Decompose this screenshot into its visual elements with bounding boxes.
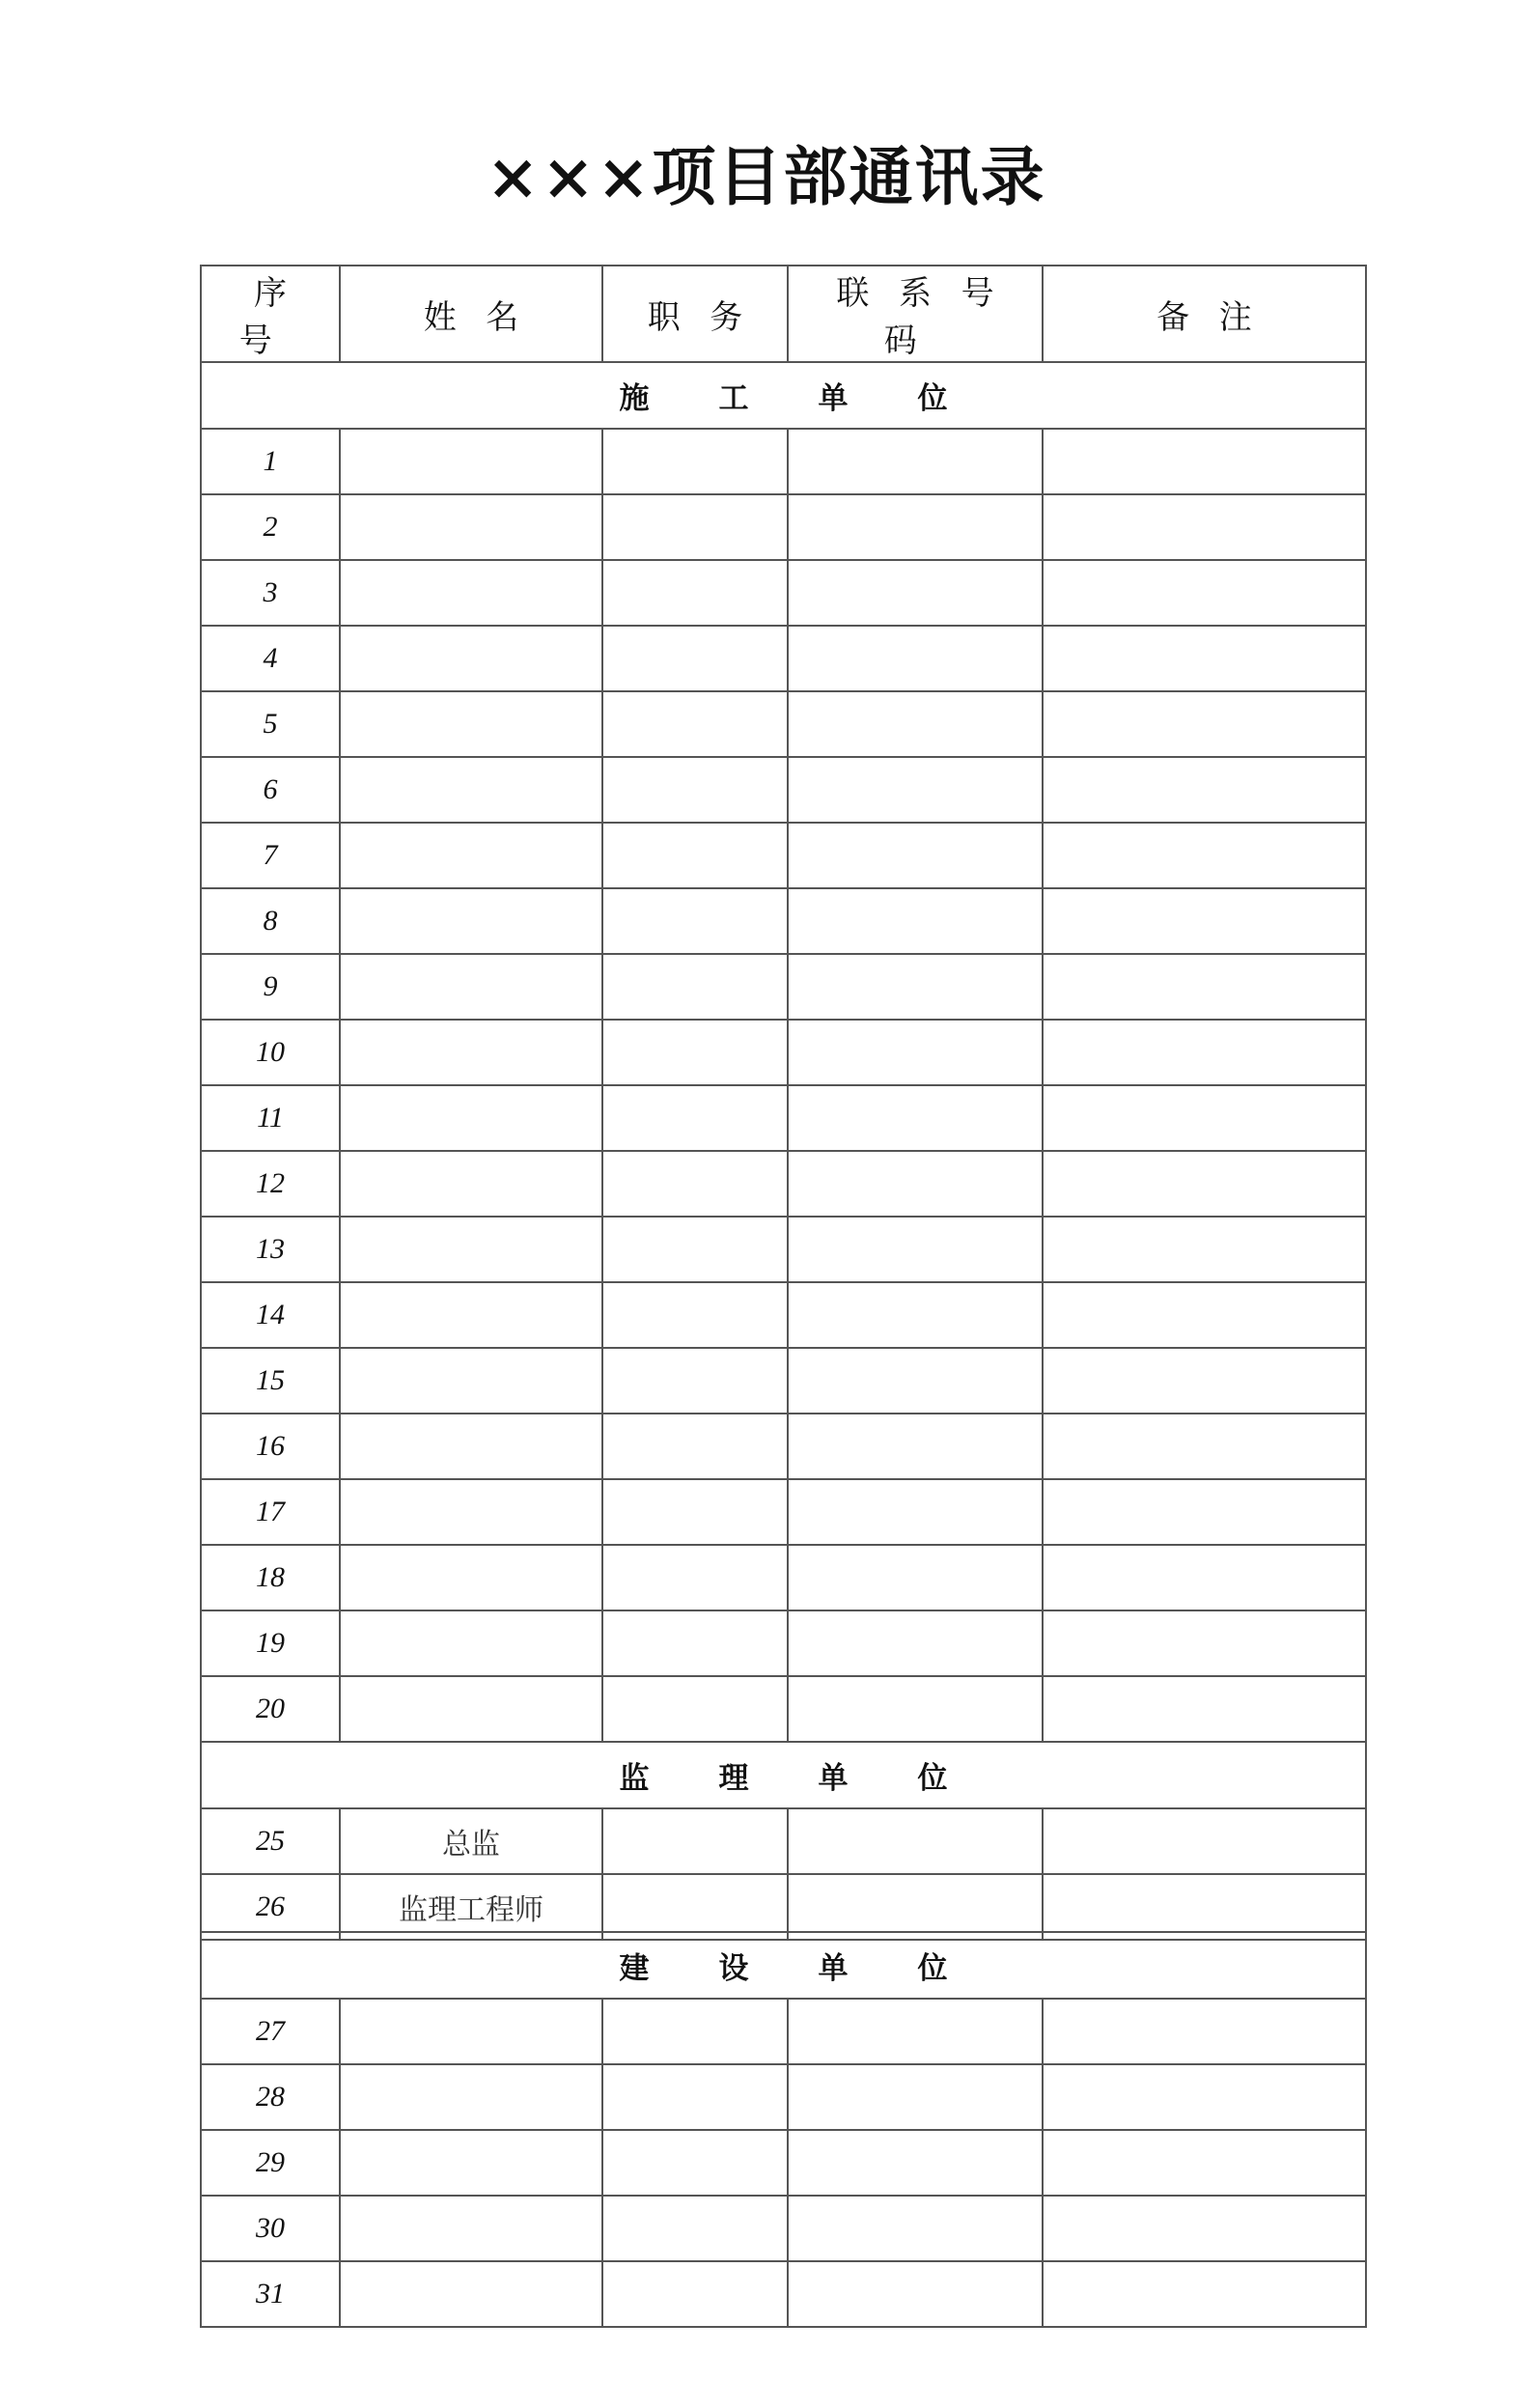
table-row [201, 1217, 1366, 1282]
table-row [201, 1085, 1366, 1151]
cell-name[interactable] [340, 1020, 602, 1085]
directory-table-jianshe [200, 1931, 1367, 2328]
cell-position[interactable] [602, 757, 788, 823]
cell-no: 13 [201, 1217, 340, 1282]
table-row [201, 2261, 1366, 2327]
cell-position[interactable] [602, 691, 788, 757]
section-label-char: 单 [818, 381, 849, 416]
cell-name[interactable] [340, 757, 602, 823]
cell-position[interactable] [602, 1348, 788, 1414]
table-row [201, 954, 1366, 1020]
cell-position[interactable] [602, 1808, 788, 1874]
cell-phone[interactable] [788, 429, 1043, 494]
cell-position[interactable] [602, 2261, 788, 2327]
cell-phone[interactable] [788, 1999, 1043, 2064]
cell-phone[interactable] [788, 1151, 1043, 1217]
cell-remarks[interactable] [1043, 954, 1366, 1020]
cell-phone[interactable] [788, 2130, 1043, 2196]
table-row [201, 2130, 1366, 2196]
cell-name[interactable] [340, 1545, 602, 1610]
cell-no: 29 [201, 2130, 340, 2196]
cell-position[interactable] [602, 1999, 788, 2064]
cell-phone[interactable] [788, 691, 1043, 757]
cell-position[interactable] [602, 954, 788, 1020]
table-row [201, 1479, 1366, 1545]
cell-remarks[interactable] [1043, 823, 1366, 888]
cell-remarks[interactable] [1043, 757, 1366, 823]
section-label-char: 建 [619, 1951, 650, 1986]
cell-phone[interactable] [788, 1874, 1043, 1940]
cell-remarks[interactable] [1043, 2064, 1366, 2130]
cell-position[interactable] [602, 1676, 788, 1742]
table-row [201, 1348, 1366, 1414]
table-row [201, 888, 1366, 954]
cell-name[interactable] [340, 1479, 602, 1545]
cell-position[interactable] [602, 1085, 788, 1151]
cell-position[interactable] [602, 1217, 788, 1282]
cell-no: 3 [201, 560, 340, 626]
cell-no: 19 [201, 1610, 340, 1676]
header-phone: 联系号码 [788, 266, 1043, 362]
cell-no: 10 [201, 1020, 340, 1085]
cell-remarks[interactable] [1043, 888, 1366, 954]
cell-name[interactable] [340, 1676, 602, 1742]
cell-phone[interactable] [788, 626, 1043, 691]
cell-position[interactable] [602, 888, 788, 954]
cell-phone[interactable] [788, 1808, 1043, 1874]
cell-remarks[interactable] [1043, 1414, 1366, 1479]
cell-phone[interactable] [788, 1414, 1043, 1479]
cell-name[interactable] [340, 626, 602, 691]
table-row [201, 560, 1366, 626]
cell-name[interactable] [340, 888, 602, 954]
cell-phone[interactable] [788, 1479, 1043, 1545]
cell-name[interactable] [340, 2064, 602, 2130]
cell-phone[interactable] [788, 888, 1043, 954]
header-remarks: 备注 [1043, 266, 1366, 362]
cell-no: 25 [201, 1808, 340, 1874]
cell-remarks[interactable] [1043, 1610, 1366, 1676]
cell-name[interactable] [340, 494, 602, 560]
cell-position[interactable] [602, 429, 788, 494]
cell-no: 9 [201, 954, 340, 1020]
cell-no: 30 [201, 2196, 340, 2261]
table-row [201, 1808, 1366, 1874]
section-label-char: 施 [619, 381, 650, 416]
cell-position[interactable] [602, 2196, 788, 2261]
cell-name[interactable] [340, 823, 602, 888]
cell-phone[interactable] [788, 823, 1043, 888]
cell-remarks[interactable] [1043, 1479, 1366, 1545]
cell-phone[interactable] [788, 2064, 1043, 2130]
table-row [201, 1414, 1366, 1479]
cell-no: 1 [201, 429, 340, 494]
cell-phone[interactable] [788, 2261, 1043, 2327]
cell-position[interactable] [602, 823, 788, 888]
cell-phone[interactable] [788, 1610, 1043, 1676]
header-row [201, 266, 1366, 362]
header-no: 序号 [201, 266, 340, 362]
cell-no: 27 [201, 1999, 340, 2064]
cell-phone[interactable] [788, 954, 1043, 1020]
table-row [201, 823, 1366, 888]
cell-remarks[interactable] [1043, 626, 1366, 691]
cell-position[interactable] [602, 494, 788, 560]
cell-position[interactable] [602, 1874, 788, 1940]
table-row [201, 691, 1366, 757]
section-label [201, 1742, 1366, 1808]
cell-remarks[interactable] [1043, 560, 1366, 626]
cell-no: 2 [201, 494, 340, 560]
cell-remarks[interactable] [1043, 2196, 1366, 2261]
cell-phone[interactable] [788, 757, 1043, 823]
cell-no: 20 [201, 1676, 340, 1742]
cell-name[interactable] [340, 1217, 602, 1282]
cell-no: 14 [201, 1282, 340, 1348]
cell-remarks[interactable] [1043, 1999, 1366, 2064]
cell-remarks[interactable] [1043, 1085, 1366, 1151]
section-label-char: 单 [818, 1951, 849, 1986]
cell-name[interactable] [340, 1282, 602, 1348]
cell-remarks[interactable] [1043, 1808, 1366, 1874]
cell-position[interactable] [602, 1414, 788, 1479]
cell-name[interactable] [340, 1151, 602, 1217]
cell-position[interactable] [602, 560, 788, 626]
cell-remarks[interactable] [1043, 1151, 1366, 1217]
table-row [201, 429, 1366, 494]
cell-name[interactable] [340, 2196, 602, 2261]
section-label [201, 362, 1366, 429]
cell-position[interactable] [602, 1151, 788, 1217]
cell-position[interactable] [602, 1282, 788, 1348]
cell-no: 26 [201, 1874, 340, 1940]
table-row [201, 1610, 1366, 1676]
cell-name[interactable] [340, 1414, 602, 1479]
cell-remarks[interactable] [1043, 1282, 1366, 1348]
section-row-shigong [201, 362, 1366, 429]
cell-name[interactable] [340, 560, 602, 626]
table-row [201, 626, 1366, 691]
table-row [201, 1874, 1366, 1940]
cell-position[interactable] [602, 1020, 788, 1085]
section-row-jianli [201, 1742, 1366, 1808]
cell-position[interactable] [602, 2130, 788, 2196]
cell-phone[interactable] [788, 560, 1043, 626]
cell-no: 28 [201, 2064, 340, 2130]
cell-remarks[interactable] [1043, 1217, 1366, 1282]
cell-phone[interactable] [788, 1020, 1043, 1085]
cell-phone[interactable] [788, 494, 1043, 560]
section-row-jianshe [201, 1932, 1366, 1999]
cell-no: 15 [201, 1348, 340, 1414]
cell-name[interactable] [340, 954, 602, 1020]
section-label [201, 1932, 1366, 1999]
header-position: 职务 [602, 266, 788, 362]
header-name: 姓名 [340, 266, 602, 362]
cell-no: 18 [201, 1545, 340, 1610]
cell-position[interactable] [602, 1610, 788, 1676]
cell-remarks[interactable] [1043, 2130, 1366, 2196]
table-row [201, 757, 1366, 823]
cell-remarks[interactable] [1043, 1874, 1366, 1940]
section-label-char: 单 [818, 1761, 849, 1796]
cell-no: 11 [201, 1085, 340, 1151]
cell-name[interactable] [340, 429, 602, 494]
page-title: ×××项目部通讯录 [486, 139, 1046, 214]
table-row [201, 1282, 1366, 1348]
table-row [201, 1151, 1366, 1217]
cell-no: 4 [201, 626, 340, 691]
cell-phone[interactable] [788, 1217, 1043, 1282]
cell-no: 17 [201, 1479, 340, 1545]
cell-position[interactable] [602, 2064, 788, 2130]
cell-name[interactable] [340, 1610, 602, 1676]
cell-phone[interactable] [788, 1085, 1043, 1151]
cell-phone[interactable] [788, 1676, 1043, 1742]
cell-remarks[interactable] [1043, 1348, 1366, 1414]
cell-remarks[interactable] [1043, 1545, 1366, 1610]
cell-phone[interactable] [788, 1282, 1043, 1348]
cell-no: 8 [201, 888, 340, 954]
table-row [201, 1020, 1366, 1085]
cell-name[interactable] [340, 2261, 602, 2327]
cell-remarks[interactable] [1043, 1020, 1366, 1085]
section-label-char: 监 [619, 1761, 650, 1796]
table-row [201, 1676, 1366, 1742]
table-row [201, 1545, 1366, 1610]
table-row [201, 494, 1366, 560]
cell-phone[interactable] [788, 1348, 1043, 1414]
table-row [201, 2196, 1366, 2261]
cell-position[interactable] [602, 1479, 788, 1545]
cell-remarks[interactable] [1043, 1676, 1366, 1742]
section-label-char: 位 [917, 1951, 948, 1986]
cell-no: 31 [201, 2261, 340, 2327]
cell-remarks[interactable] [1043, 429, 1366, 494]
cell-no: 16 [201, 1414, 340, 1479]
cell-position[interactable] [602, 1545, 788, 1610]
table-row [201, 1999, 1366, 2064]
cell-name[interactable]: 总监 [340, 1808, 602, 1874]
cell-position[interactable] [602, 626, 788, 691]
cell-name[interactable] [340, 2130, 602, 2196]
cell-phone[interactable] [788, 2196, 1043, 2261]
section-label-char: 设 [718, 1951, 749, 1986]
cell-name[interactable]: 监理工程师 [340, 1874, 602, 1940]
cell-remarks[interactable] [1043, 494, 1366, 560]
cell-no: 12 [201, 1151, 340, 1217]
cell-no: 6 [201, 757, 340, 823]
section-label-char: 位 [917, 381, 948, 416]
section-label-char: 理 [718, 1761, 749, 1796]
cell-remarks[interactable] [1043, 2261, 1366, 2327]
table-row [201, 2064, 1366, 2130]
cell-name[interactable] [340, 691, 602, 757]
section-label-char: 工 [718, 381, 749, 416]
cell-no: 7 [201, 823, 340, 888]
cell-phone[interactable] [788, 1545, 1043, 1610]
cell-name[interactable] [340, 1348, 602, 1414]
cell-name[interactable] [340, 1999, 602, 2064]
section-label-char: 位 [917, 1761, 948, 1796]
directory-table [200, 265, 1367, 1941]
cell-no: 5 [201, 691, 340, 757]
cell-name[interactable] [340, 1085, 602, 1151]
cell-remarks[interactable] [1043, 691, 1366, 757]
